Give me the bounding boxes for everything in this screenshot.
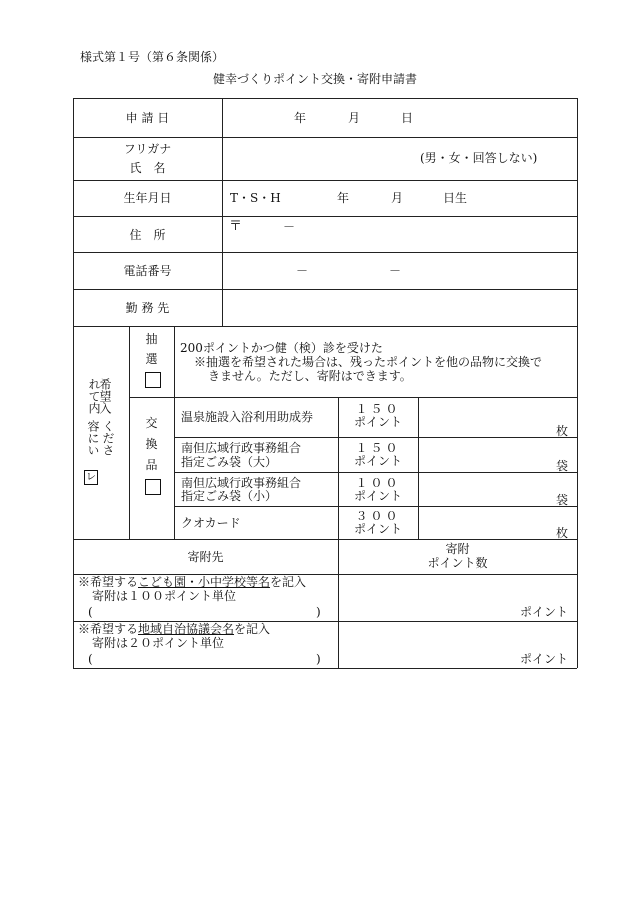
birth-month-field[interactable]: 月 bbox=[391, 191, 404, 205]
workplace-input[interactable] bbox=[223, 290, 576, 325]
address-label: 住 所 bbox=[129, 228, 166, 242]
date-year-field[interactable]: 年 bbox=[294, 111, 307, 125]
phone-field-1[interactable]: － bbox=[296, 264, 309, 278]
application-date-label: 申 請 日 bbox=[125, 111, 170, 125]
birth-era-options[interactable]: T・S・H bbox=[230, 191, 281, 205]
quantity-field[interactable] bbox=[419, 398, 576, 436]
quantity-field[interactable] bbox=[419, 507, 576, 538]
birth-day-field[interactable]: 日生 bbox=[443, 191, 468, 205]
quantity-field[interactable] bbox=[419, 438, 576, 471]
form-number: 様式第１号（第６条関係） bbox=[80, 50, 225, 64]
exchange-checkbox[interactable] bbox=[145, 479, 161, 495]
date-day-field[interactable]: 日 bbox=[401, 111, 414, 125]
phone-label: 電話番号 bbox=[123, 264, 172, 278]
date-month-field[interactable]: 月 bbox=[348, 111, 361, 125]
lottery-label-2: 選 bbox=[145, 352, 158, 366]
donation-points-input-1[interactable] bbox=[339, 575, 514, 620]
postal-mark: 〒 bbox=[229, 219, 243, 234]
donation-row2-open: ( bbox=[88, 652, 93, 666]
donation-points-header-2: ポイント数 bbox=[427, 556, 488, 570]
form-title: 健幸づくりポイント交換・寄附申請書 bbox=[212, 72, 417, 86]
school-name-input[interactable] bbox=[96, 603, 314, 619]
donation-row2-points-unit: ポイント bbox=[520, 652, 569, 666]
lottery-label-1: 抽 bbox=[145, 332, 158, 346]
donation-row2-unit: 寄附は２０ポイント単位 bbox=[92, 636, 225, 650]
check-mark-example: レ bbox=[86, 472, 96, 483]
name-label: 氏 名 bbox=[129, 161, 166, 175]
phone-field-2[interactable]: － bbox=[389, 264, 402, 278]
donation-points-input-2[interactable] bbox=[339, 622, 514, 667]
birth-year-field[interactable]: 年 bbox=[337, 191, 350, 205]
donation-row2-instruction: ※希望する地域自治協議会名を記入 bbox=[78, 622, 271, 636]
donation-row1-instruction: ※希望するこども園・小中学校等名を記入 bbox=[78, 575, 307, 589]
quantity-field[interactable] bbox=[419, 473, 576, 505]
workplace-label: 勤 務 先 bbox=[125, 301, 170, 315]
lottery-checkbox[interactable] bbox=[145, 372, 161, 388]
donation-row1-close: ) bbox=[316, 605, 321, 619]
exchange-label-3: 品 bbox=[145, 458, 158, 472]
donation-points-header-1: 寄附 bbox=[445, 542, 470, 556]
postal-code-field[interactable]: － bbox=[283, 220, 296, 234]
donation-row1-points-unit: ポイント bbox=[520, 605, 569, 619]
community-council-input[interactable] bbox=[96, 650, 314, 666]
donation-row1-unit: 寄附は１００ポイント単位 bbox=[92, 589, 237, 603]
furigana-label: フリガナ bbox=[123, 142, 172, 156]
lottery-text: 200ポイントかつ健（検）診を受けた bbox=[180, 341, 383, 355]
gender-options[interactable]: (男・女・回答しない) bbox=[420, 151, 538, 165]
exchange-label-2: 換 bbox=[145, 437, 158, 451]
exchange-label-1: 交 bbox=[145, 416, 158, 430]
donation-destination-header: 寄附先 bbox=[187, 550, 224, 564]
donation-row1-open: ( bbox=[88, 605, 93, 619]
lottery-note-1: ※抽選を希望された場合は、残ったポイントを他の品物に交換で bbox=[194, 355, 543, 369]
donation-row2-close: ) bbox=[316, 652, 321, 666]
birthdate-label: 生年月日 bbox=[123, 191, 172, 205]
lottery-note-2: きません。ただし、寄附はできます。 bbox=[208, 369, 412, 383]
